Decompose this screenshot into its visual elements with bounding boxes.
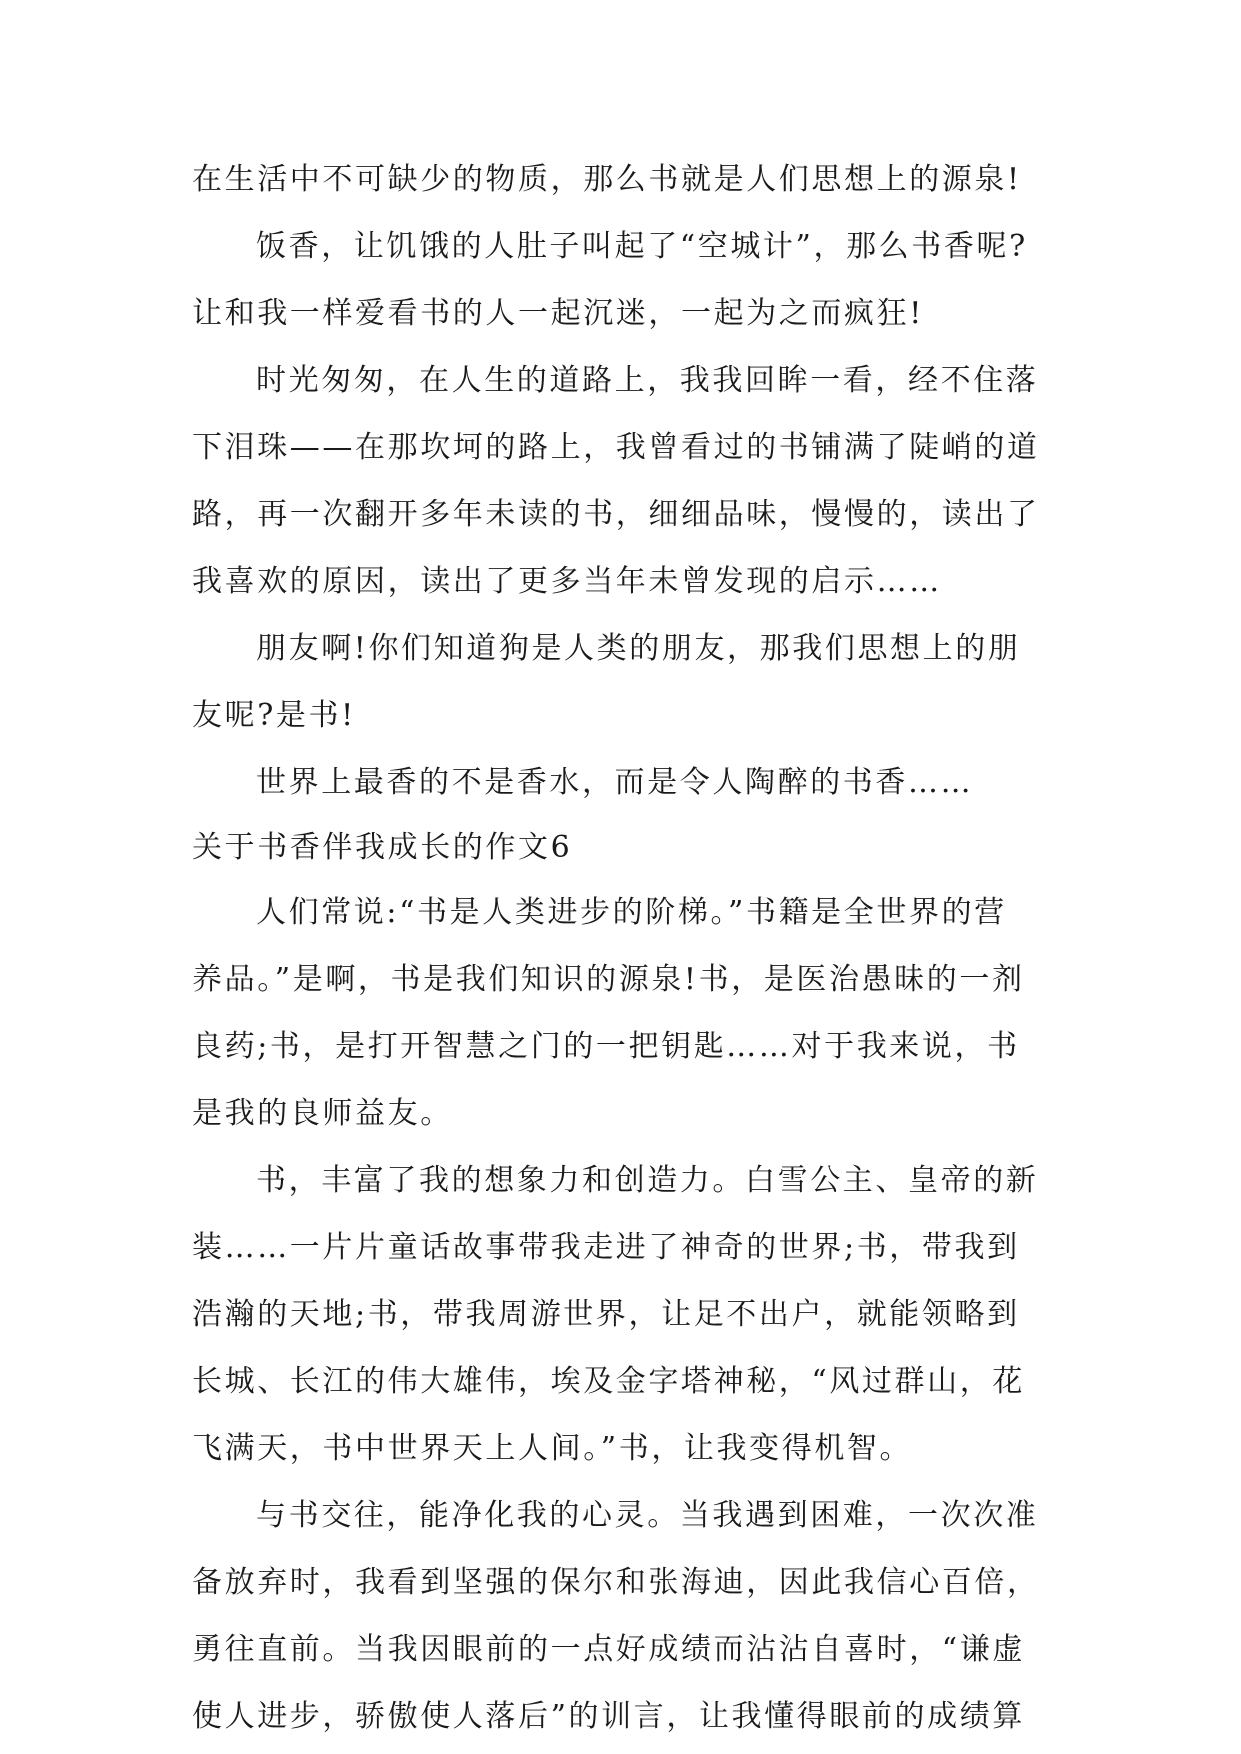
text-line: 我喜欢的原因，读出了更多当年未曾发现的启示…… [192, 564, 942, 599]
text-line: 下泪珠——在那坎坷的路上，我曾看过的书铺满了陡峭的道 [192, 430, 1040, 465]
paragraph-start-line: 书，丰富了我的想象力和创造力。白雪公主、皇帝的新 [256, 1163, 1039, 1198]
text-line: 养品。”是啊，书是我们知识的源泉!书，是医治愚昧的一剂 [192, 962, 1025, 997]
paragraph-start-line: 朋友啊!你们知道狗是人类的朋友，那我们思想上的朋 [256, 631, 1021, 666]
text-line: 路，再一次翻开多年未读的书，细细品味，慢慢的，读出了 [192, 497, 1040, 532]
text-line: 是我的良师益友。 [192, 1096, 453, 1131]
text-line: 良药;书，是打开智慧之门的一把钥匙……对于我来说，书 [192, 1029, 1020, 1064]
paragraph-start-line: 人们常说:“书是人类进步的阶梯。”书籍是全世界的营 [256, 895, 1007, 930]
text-line: 使人进步，骄傲使人落后”的训言，让我懂得眼前的成绩算 [192, 1699, 1025, 1734]
text-line: 友呢?是书! [192, 698, 356, 733]
paragraph-start-line: 世界上最香的不是香水，而是令人陶醉的书香…… [256, 765, 974, 800]
text-line: 勇往直前。当我因眼前的一点好成绩而沾沾自喜时，“谦虚 [192, 1632, 1025, 1667]
paragraph-start-line: 饭香，让饥饿的人肚子叫起了“空城计”，那么书香呢? [256, 229, 1028, 264]
paragraph-start-line: 与书交往，能净化我的心灵。当我遇到困难，一次次准 [256, 1498, 1039, 1533]
text-line: 飞满天，书中世界天上人间。”书，让我变得机智。 [192, 1431, 913, 1466]
text-line: 在生活中不可缺少的物质，那么书就是人们思想上的源泉! [192, 162, 1022, 197]
text-line: 让和我一样爱看书的人一起沉迷，一起为之而疯狂! [192, 296, 924, 331]
text-line: 备放弃时，我看到坚强的保尔和张海迪，因此我信心百倍， [192, 1565, 1040, 1600]
paragraph-start-line: 时光匆匆，在人生的道路上，我我回眸一看，经不住落 [256, 363, 1039, 398]
section-heading: 关于书香伴我成长的作文6 [192, 830, 573, 865]
text-line: 长城、长江的伟大雄伟，埃及金字塔神秘，“风过群山，花 [192, 1364, 1025, 1399]
text-line: 浩瀚的天地;书，带我周游世界，让足不出户，就能领略到 [192, 1297, 1020, 1332]
text-line: 装……一片片童话故事带我走进了神奇的世界;书，带我到 [192, 1230, 1020, 1265]
